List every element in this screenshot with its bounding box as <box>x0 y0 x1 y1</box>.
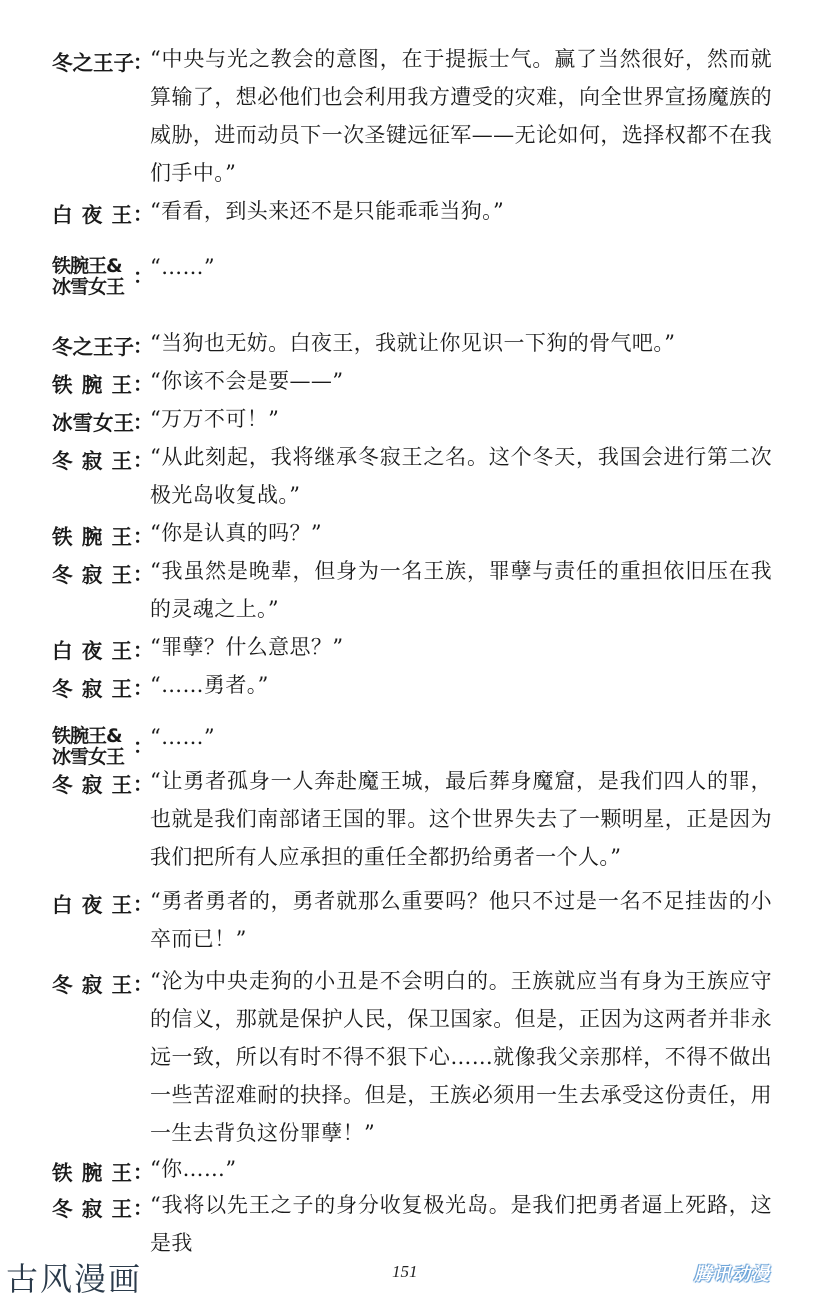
speaker-name-char: 王 <box>111 677 132 701</box>
speaker-colon: ： <box>133 734 153 758</box>
speaker-name: 冰雪女王 <box>52 411 134 435</box>
speaker-name-char: 夜 <box>81 893 103 917</box>
speaker-name-char: 王 <box>111 563 132 587</box>
speaker-colon: ： <box>133 676 153 700</box>
speaker-name <box>52 1156 132 1186</box>
speaker-name-char: 王 <box>111 973 132 997</box>
speaker-name <box>52 888 132 918</box>
speaker-name <box>52 558 132 588</box>
site-watermark-left: 古风漫画 <box>6 1260 143 1298</box>
site-watermark-right: 腾讯动漫 <box>694 1264 770 1285</box>
speaker-colon: ： <box>133 410 153 434</box>
speaker-name <box>52 1192 132 1222</box>
speaker-name-char: 冬 <box>52 973 73 997</box>
speaker-name: 冬之王子 <box>52 51 134 75</box>
dialogue-text: “你……” <box>150 1157 237 1181</box>
speaker-name-char: 冬 <box>52 1197 73 1221</box>
speaker-name-char: 王 <box>111 1161 132 1185</box>
dialogue-text: “你是认真的吗？” <box>150 521 323 545</box>
dialogue-text: “我虽然是晚辈，但身为一名王族，罪孽与责任的重担依旧压在我的灵魂之上。” <box>150 559 772 621</box>
dialogue-text: “我将以先王之子的身分收复极光岛。是我们把勇者逼上死路，这是我 <box>150 1193 772 1255</box>
speaker-name <box>52 444 132 474</box>
dialogue-text: “沦为中央走狗的小丑是不会明白的。王族就应当有身为王族应守的信义，那就是保护人民，保卫国家。但是，正因为这两者并非永远一致，所以有时不得不狠下心……就像我父亲那样，不得不做出一些苦涩难耐的抉择。但是，王族必须用一生去承受这份责任，用一生去背负这份罪孽！” <box>150 969 772 1145</box>
speaker-colon: ： <box>133 448 153 472</box>
speaker-name-char: 铁 <box>52 525 73 549</box>
speaker-name-line: 冰雪女王 <box>52 276 125 298</box>
speaker-name <box>52 634 132 664</box>
speaker-colon: ： <box>133 638 153 662</box>
speaker-name-char: 腕 <box>81 525 103 549</box>
speaker-colon: ： <box>133 334 153 358</box>
speaker-colon: ： <box>133 892 153 916</box>
speaker-name-char: 白 <box>52 203 73 227</box>
dialogue-text: “看看，到头来还不是只能乖乖当狗。” <box>150 199 505 223</box>
speaker-name: 冬之王子 <box>52 335 134 359</box>
speaker-name-char: 白 <box>52 893 73 917</box>
speaker-name-char: 王 <box>111 449 132 473</box>
speaker-name <box>52 672 132 702</box>
dialogue-text: “当狗也无妨。白夜王，我就让你见识一下狗的骨气吧。” <box>150 331 676 355</box>
speaker-name-char: 王 <box>111 1197 132 1221</box>
speaker-colon: ： <box>133 1196 153 1220</box>
speaker-name-line: 铁腕王& <box>52 255 122 277</box>
dialogue-text: “你该不会是要——” <box>150 369 344 393</box>
speaker-colon: ： <box>133 50 153 74</box>
speaker-colon: ： <box>133 1160 153 1184</box>
speaker-name-char: 铁 <box>52 1161 73 1185</box>
speaker-name-char: 冬 <box>52 449 73 473</box>
speaker-name <box>52 968 132 998</box>
speaker-colon: ： <box>133 524 153 548</box>
speaker-name-char: 王 <box>111 525 132 549</box>
dialogue-text: “万万不可！” <box>150 407 280 431</box>
speaker-name-char: 寂 <box>81 773 103 797</box>
speaker-name-char: 寂 <box>81 1197 103 1221</box>
speaker-colon: ： <box>133 202 153 226</box>
speaker-name <box>52 198 132 228</box>
dialogue-text: “罪孽？什么意思？” <box>150 635 344 659</box>
dialogue-text: “从此刻起，我将继承冬寂王之名。这个冬天，我国会进行第二次极光岛收复战。” <box>150 445 772 507</box>
speaker-name-char: 王 <box>111 203 132 227</box>
speaker-name-char: 王 <box>111 639 132 663</box>
speaker-name-char: 寂 <box>81 449 103 473</box>
speaker-colon: ： <box>133 372 153 396</box>
speaker-name <box>52 520 132 550</box>
speaker-name-char: 腕 <box>81 1161 103 1185</box>
dialogue-text: “中央与光之教会的意图，在于提振士气。赢了当然很好，然而就算输了，想必他们也会利用我方遭受的灾难，向全世界宣扬魔族的威胁，进而动员下一次圣键远征军——无论如何，选择权都不在我们手中。” <box>150 47 772 185</box>
speaker-colon: ： <box>133 562 153 586</box>
speaker-name-char: 腕 <box>81 373 103 397</box>
speaker-colon: ： <box>133 972 153 996</box>
speaker-name-char: 夜 <box>81 639 103 663</box>
speaker-name-char: 铁 <box>52 373 73 397</box>
speaker-name-char: 寂 <box>81 973 103 997</box>
speaker-name-char: 王 <box>111 893 132 917</box>
speaker-name-line: 冰雪女王 <box>52 746 125 768</box>
speaker-name <box>52 368 132 398</box>
speaker-colon: ： <box>133 264 153 288</box>
dialogue-text: “勇者勇者的，勇者就那么重要吗？他只不过是一名不足挂齿的小卒而已！” <box>150 889 772 951</box>
dialogue-text: “……” <box>150 255 216 279</box>
page-number: 151 <box>392 1262 418 1281</box>
dialogue-text: “……勇者。” <box>150 673 269 697</box>
speaker-name-char: 冬 <box>52 773 73 797</box>
speaker-name-char: 白 <box>52 639 73 663</box>
speaker-name-line: 铁腕王& <box>52 725 122 747</box>
speaker-name-char: 寂 <box>81 677 103 701</box>
dialogue-text: “让勇者孤身一人奔赴魔王城，最后葬身魔窟，是我们四人的罪，也就是我们南部诸王国的罪。这个世界失去了一颗明星，正是因为我们把所有人应承担的重任全都扔给勇者一个人。” <box>150 769 772 869</box>
speaker-name-char: 王 <box>111 773 132 797</box>
speaker-name-char: 冬 <box>52 677 73 701</box>
speaker-colon: ： <box>133 772 153 796</box>
dialogue-text: “……” <box>150 725 216 749</box>
speaker-name-char: 王 <box>111 373 132 397</box>
speaker-name-char: 寂 <box>81 563 103 587</box>
speaker-name-char: 夜 <box>81 203 103 227</box>
speaker-name <box>52 768 132 798</box>
speaker-name-char: 冬 <box>52 563 73 587</box>
